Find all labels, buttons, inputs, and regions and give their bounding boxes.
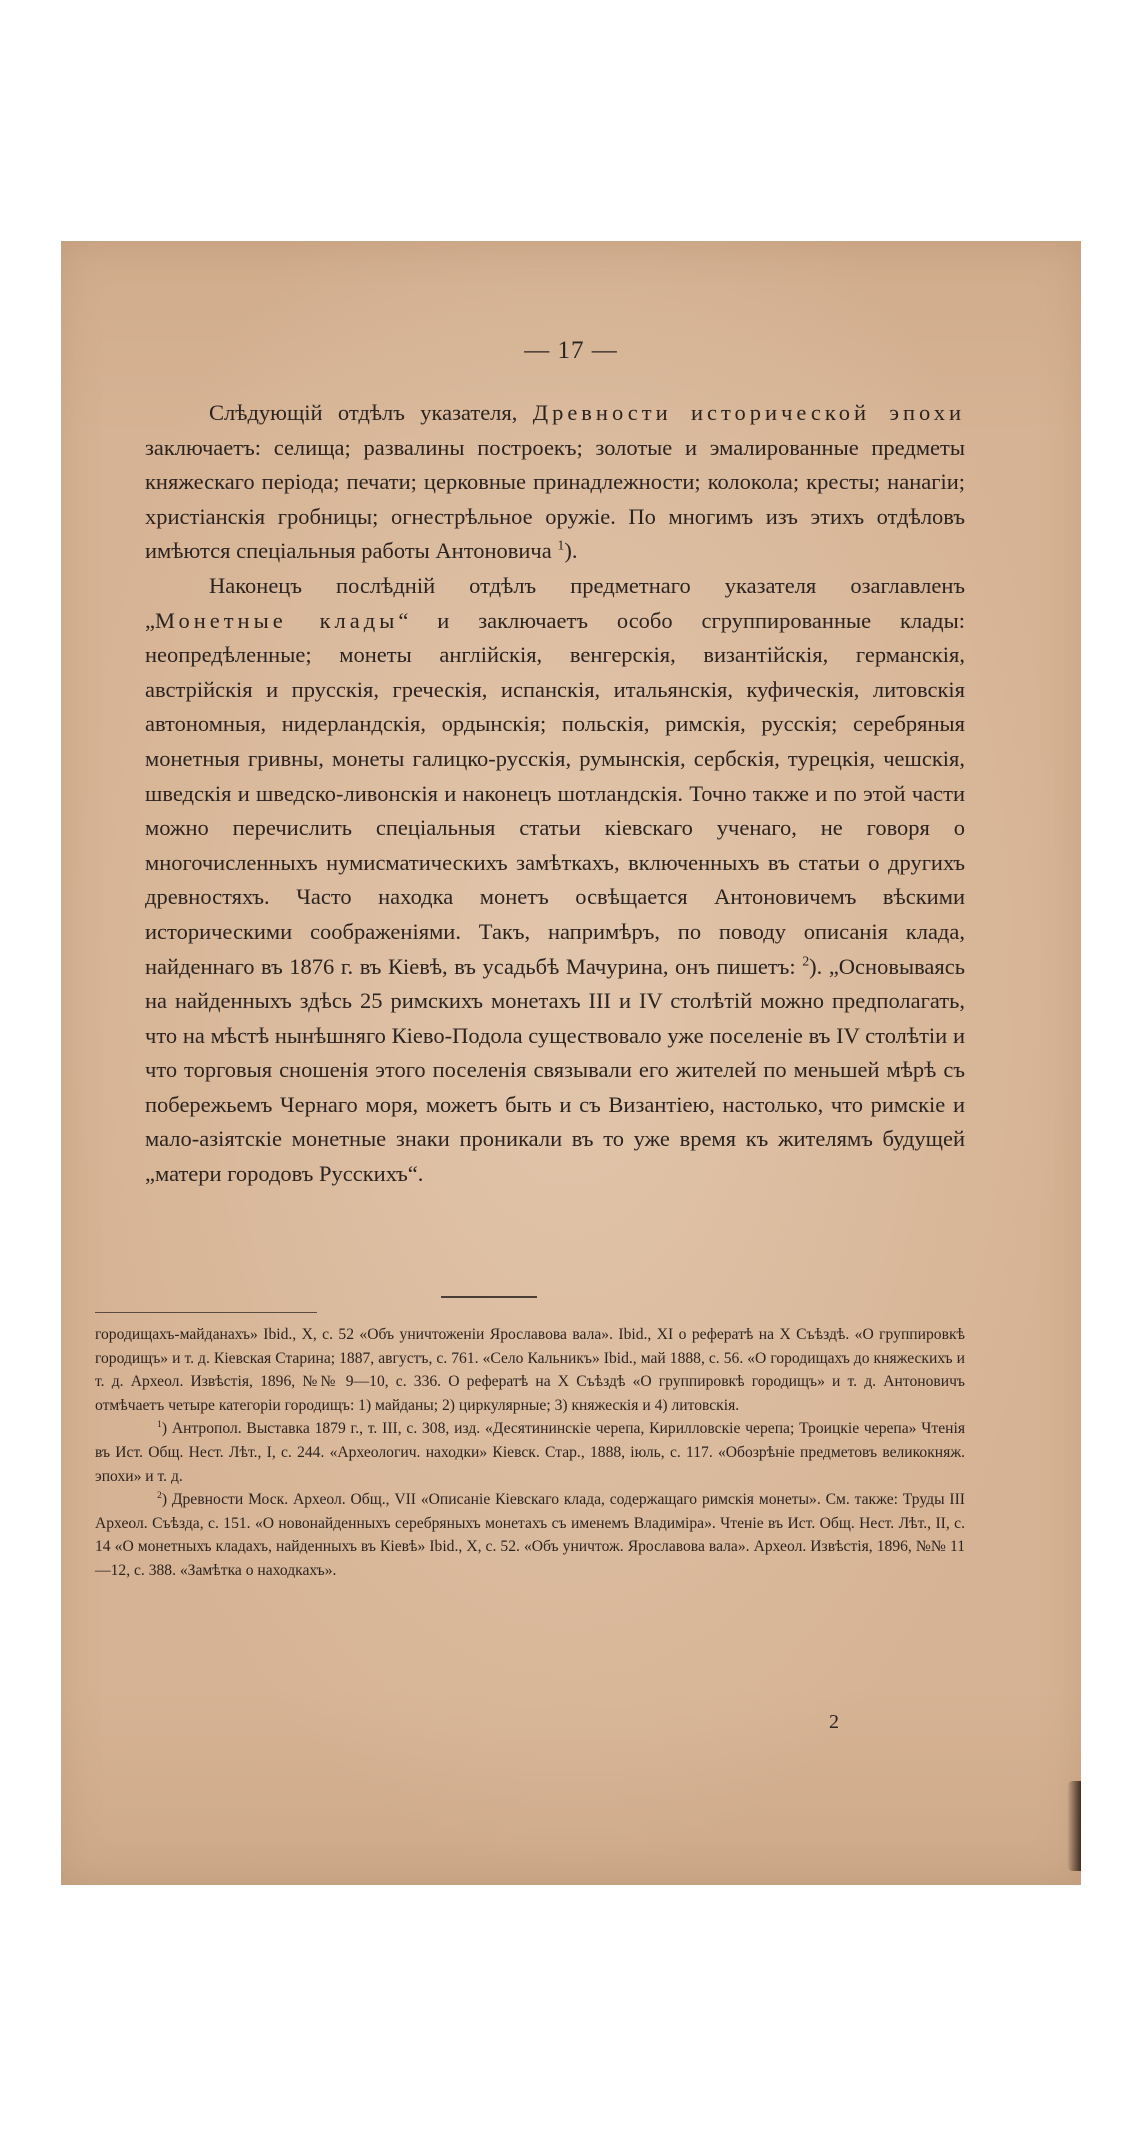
footnote-1-marker: 1 [157,1419,162,1431]
paragraph-2-text-b: “ и заключаетъ особо сгруппированные клады: неопредѣленные; монеты англійскія, венгерскія, византійскія, германскія, австрійскія и прусскія, греческія, испанскія, итальянскія, куфическія, литовскія автономныя, нидерландскія, ордынскія; польскія, римскія, русскія; серебряныя монетныя гривны, монеты галицко-русскія, румынскія, сербскія, турецкія, чешскія, шведскія и шведско-ливонскія и наконецъ шотландскія. Точно также и по этой части можно перечислить спеціальныя статьи кіевскаго ученаго, не говоря о многочисленныхъ нумисматическихъ замѣткахъ, включенныхъ въ статьи о другихъ древностяхъ. Часто находка монетъ освѣщается Антоновичемъ вѣскими историческими соображеніями. Такъ, напримѣръ, по поводу описанія клада, найденнаго въ 1876 г. въ Кіевѣ, въ усадьбѣ Мачурина, онъ пишетъ: [145,607,965,979]
section-title-coin-hoards: Монетные клады [155,607,399,633]
paragraph-2-text-a: Наконецъ послѣдній отдѣлъ предметнаго указателя озаглавленъ „ [145,572,965,633]
footnote-1 [95,1417,965,1488]
paragraph-1-text-a: Слѣдующій отдѣлъ указателя, [209,400,533,425]
footnotes [95,1323,965,1583]
footnote-2-marker: 2 [157,1489,162,1501]
scanned-page [61,241,1081,1885]
footnote-ref-1: 1 [557,538,565,554]
paragraph-2 [145,569,965,1192]
paragraph-1-text-c: ). [564,538,578,564]
footnote-2-text: ) Древности Моск. Археол. Общ., VII «Описаніе Кіевскаго клада, содержащаго римскія монеты». См. также: Труды III Археол. Съѣзда, с. 151. «О новонайденныхъ серебряныхъ монетахъ съ именемъ Владиміра». Чтеніе въ Ист. Общ. Нест. Лѣт., II, с. 14 «О монетныхъ кладахъ, найденныхъ въ Кіевѣ» Ibid., X, с. 52. «Объ уничтож. Ярославова вала». Археол. Извѣстія, 1896, №№ 11—12, с. 388. «Замѣтка о находкахъ». [95,1491,965,1579]
footnote-continuation: городищахъ-майданахъ» Ibid., X, с. 52 «Объ уничтоженіи Ярославова вала». Ibid., XI о рефератѣ на X Съѣздѣ. «О группировкѣ городищъ» и т. д. Кіевская Старина; 1887, августъ, с. 761. «Село Кальникъ» Ibid., май 1888, с. 56. «О городищахъ до княжескихъ и т. д. Археол. Извѣстія, 1896, №№ 9—10, с. 336. О рефератѣ на X Съѣздѣ «О группировкѣ городищъ» и т. д. Антоновичъ отмѣчаетъ четыре категоріи городищъ: 1) майданы; 2) циркулярные; 3) княжескія и 4) литовскія. [95,1326,965,1414]
page-number: — 17 — [524,337,618,364]
section-title-antiquities: Древности исторической эпохи [532,400,966,425]
page-edge-shadow [1067,1781,1081,1871]
paragraph-1-text-b: заключаетъ: селища; развалины построекъ; золотые и эмалированные предметы княжескаго періода; печати; церковные принадлежности; колокола; кресты; нанагіи; христіанскія гробницы; огнестрѣльное оружіе. По многимъ изъ этихъ отдѣловъ имѣются спеціальныя работы Антоновича [145,434,965,564]
section-rule [441,1296,537,1298]
paragraph-1 [145,396,965,569]
footnote-2 [95,1488,965,1582]
footnote-1-text: ) Антропол. Выставка 1879 г., т. III, с. 308, изд. «Десятининскіе черепа, Кирилловскіе черепа; Троицкіе черепа» Чтенія въ Ист. Общ. Нест. Лѣт., I, с. 244. «Археологич. находки» Кіевск. Стар., 1888, іюль, с. 117. «Обозрѣніе предметовъ великокняж. эпохи» и т. д. [95,1420,965,1485]
footnote-rule [95,1312,317,1313]
main-text [145,396,965,1192]
paragraph-2-text-c: ). „Основываясь на найденныхъ здѣсь 25 римскихъ монетахъ III и IV столѣтій можно предполагать, что на мѣстѣ нынѣшняго Кіево-Подола существовало уже поселеніе въ IV столѣтіи и что торговыя сношенія этого поселенія связывали его жителей по меньшей мѣрѣ съ побережьемъ Чернаго моря, можетъ быть и съ Византіею, настолько, что римскіе и мало-азіятскіе монетные знаки проникали въ то уже время къ жителямъ будущей „матери городовъ Русскихъ“. [145,953,965,1187]
signature-mark: 2 [829,1711,839,1733]
footnote-ref-2: 2 [802,954,810,969]
